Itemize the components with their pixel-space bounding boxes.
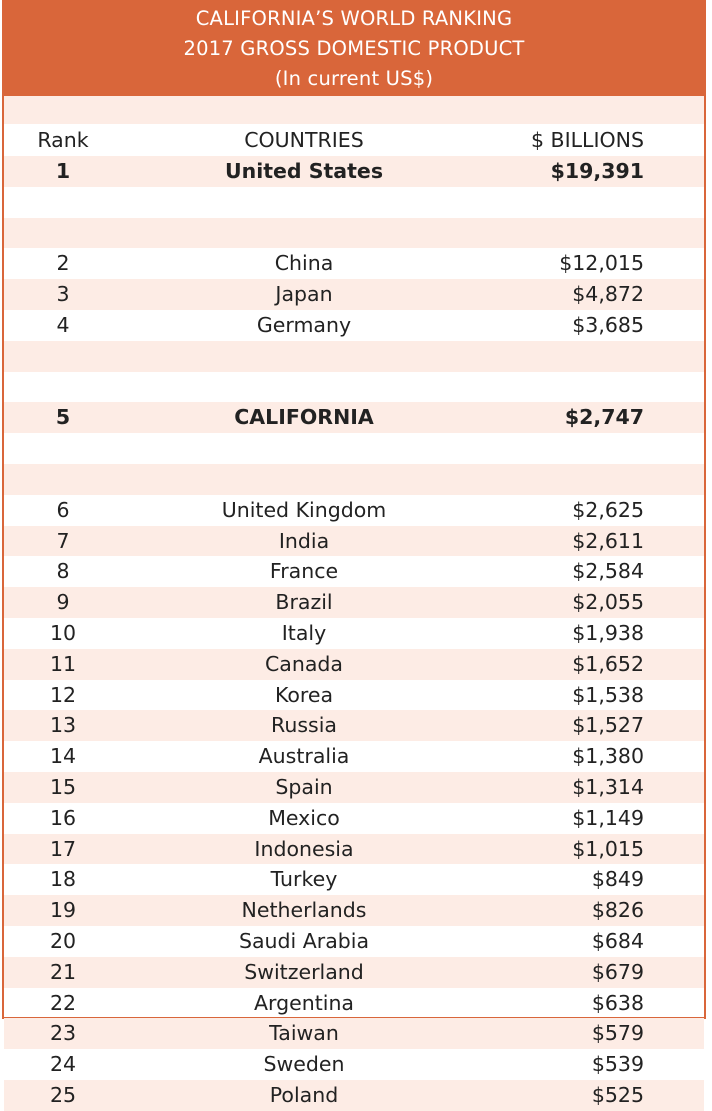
value-cell: $1,380 bbox=[572, 744, 644, 769]
table-row bbox=[4, 988, 704, 1019]
spacer-row bbox=[4, 341, 704, 372]
table-row bbox=[4, 772, 704, 803]
value-cell: $4,872 bbox=[572, 282, 644, 307]
value-cell: $2,611 bbox=[572, 528, 644, 553]
rank-cell: 2 bbox=[56, 251, 70, 276]
spacer-row bbox=[4, 372, 704, 403]
spacer-row bbox=[4, 433, 704, 464]
country-cell: Japan bbox=[275, 282, 333, 307]
table-row bbox=[4, 926, 704, 957]
table-row bbox=[4, 156, 704, 187]
value-cell: $1,149 bbox=[572, 805, 644, 830]
rank-cell: 3 bbox=[56, 282, 70, 307]
rank-cell: 22 bbox=[49, 990, 77, 1015]
table-body bbox=[4, 96, 704, 1111]
rank-cell: 20 bbox=[49, 928, 77, 953]
value-cell: $2,747 bbox=[564, 405, 644, 430]
table-row bbox=[4, 1080, 704, 1111]
table-row bbox=[4, 895, 704, 926]
value-cell: $684 bbox=[591, 928, 644, 953]
rank-cell: 14 bbox=[49, 744, 77, 769]
title-line-1: CALIFORNIA’S WORLD RANKING bbox=[195, 7, 513, 30]
value-cell: $19,391 bbox=[550, 159, 644, 183]
spacer-row bbox=[4, 218, 704, 249]
country-cell: Canada bbox=[264, 651, 343, 676]
value-cell: $525 bbox=[591, 1082, 644, 1107]
country-cell: United States bbox=[224, 159, 384, 183]
country-cell: Russia bbox=[271, 713, 337, 738]
table-row bbox=[4, 710, 704, 741]
table-row bbox=[4, 248, 704, 279]
country-cell: Germany bbox=[256, 312, 352, 337]
column-header-row bbox=[4, 124, 704, 156]
table-row bbox=[4, 556, 704, 587]
rank-cell: 25 bbox=[49, 1082, 77, 1107]
country-cell: Brazil bbox=[275, 590, 333, 615]
rank-cell: 12 bbox=[49, 682, 77, 707]
table-rows bbox=[4, 156, 704, 1111]
rank-cell: 16 bbox=[49, 805, 77, 830]
table-row bbox=[4, 1049, 704, 1080]
value-cell: $2,584 bbox=[572, 559, 644, 584]
value-cell: $3,685 bbox=[572, 312, 644, 337]
country-cell: Saudi Arabia bbox=[238, 928, 370, 953]
country-cell: Korea bbox=[274, 682, 334, 707]
value-cell: $1,015 bbox=[572, 836, 644, 861]
table-row bbox=[4, 1018, 704, 1049]
rank-cell: 6 bbox=[56, 497, 70, 522]
title-line-2: 2017 GROSS DOMESTIC PRODUCT bbox=[183, 37, 525, 60]
rank-cell: 11 bbox=[49, 651, 77, 676]
title-line-3: (In current US$) bbox=[274, 67, 434, 90]
rank-cell: 24 bbox=[49, 1052, 77, 1077]
value-cell: $1,527 bbox=[572, 713, 644, 738]
country-cell: India bbox=[278, 528, 330, 553]
table-row bbox=[4, 834, 704, 865]
value-cell: $1,938 bbox=[572, 620, 644, 645]
value-cell: $2,055 bbox=[572, 590, 644, 615]
table-row bbox=[4, 495, 704, 526]
rank-cell: 15 bbox=[49, 774, 77, 799]
column-header-country: COUNTRIES bbox=[244, 128, 364, 152]
country-cell: France bbox=[269, 559, 339, 584]
rank-cell: 8 bbox=[56, 559, 70, 584]
value-cell: $1,314 bbox=[572, 774, 644, 799]
value-cell: $1,538 bbox=[572, 682, 644, 707]
rank-cell: 23 bbox=[49, 1021, 77, 1046]
value-cell: $12,015 bbox=[559, 251, 644, 276]
value-cell: $1,652 bbox=[572, 651, 644, 676]
table-header bbox=[4, 0, 704, 96]
value-cell: $849 bbox=[591, 867, 644, 892]
rank-cell: 9 bbox=[56, 590, 70, 615]
rank-cell: 10 bbox=[49, 620, 77, 645]
value-cell: $638 bbox=[591, 990, 644, 1015]
table-row bbox=[4, 402, 704, 433]
rank-cell: 7 bbox=[56, 528, 70, 553]
country-cell: United Kingdom bbox=[221, 497, 387, 522]
country-cell: Italy bbox=[281, 620, 327, 645]
rank-cell: 4 bbox=[56, 312, 70, 337]
table-row bbox=[4, 587, 704, 618]
country-cell: Spain bbox=[275, 774, 333, 799]
rank-cell: 5 bbox=[55, 405, 71, 430]
spacer-row bbox=[4, 187, 704, 218]
table-row bbox=[4, 803, 704, 834]
gdp-ranking-table bbox=[2, 0, 706, 1107]
country-cell: CALIFORNIA bbox=[234, 405, 374, 430]
value-cell: $579 bbox=[591, 1021, 644, 1046]
table-row bbox=[4, 526, 704, 557]
country-cell: Taiwan bbox=[269, 1021, 339, 1046]
table-row bbox=[4, 957, 704, 988]
country-cell: Indonesia bbox=[254, 836, 354, 861]
country-cell: Argentina bbox=[254, 990, 354, 1015]
table-row bbox=[4, 310, 704, 341]
rank-cell: 18 bbox=[49, 867, 77, 892]
table-row bbox=[4, 680, 704, 711]
spacer-row bbox=[4, 464, 704, 495]
table-row bbox=[4, 864, 704, 895]
column-header-value: $ BILLIONS bbox=[530, 128, 644, 152]
country-cell: Turkey bbox=[270, 867, 338, 892]
country-cell: Australia bbox=[258, 744, 350, 769]
rank-cell: 1 bbox=[55, 159, 71, 183]
rank-cell: 13 bbox=[49, 713, 77, 738]
country-cell: Sweden bbox=[263, 1052, 345, 1077]
rank-cell: 21 bbox=[49, 959, 77, 984]
country-cell: Poland bbox=[269, 1082, 339, 1107]
country-cell: Switzerland bbox=[244, 959, 364, 984]
value-cell: $539 bbox=[591, 1052, 644, 1077]
country-cell: Mexico bbox=[268, 805, 340, 830]
rank-cell: 19 bbox=[49, 898, 77, 923]
table-row bbox=[4, 741, 704, 772]
table-row bbox=[4, 649, 704, 680]
table-row bbox=[4, 279, 704, 310]
value-cell: $826 bbox=[591, 898, 644, 923]
country-cell: Netherlands bbox=[241, 898, 367, 923]
table-row bbox=[4, 618, 704, 649]
rank-cell: 17 bbox=[49, 836, 77, 861]
column-header-rank: Rank bbox=[37, 128, 89, 152]
value-cell: $2,625 bbox=[572, 497, 644, 522]
value-cell: $679 bbox=[591, 959, 644, 984]
country-cell: China bbox=[274, 251, 334, 276]
spacer-row bbox=[4, 96, 704, 124]
